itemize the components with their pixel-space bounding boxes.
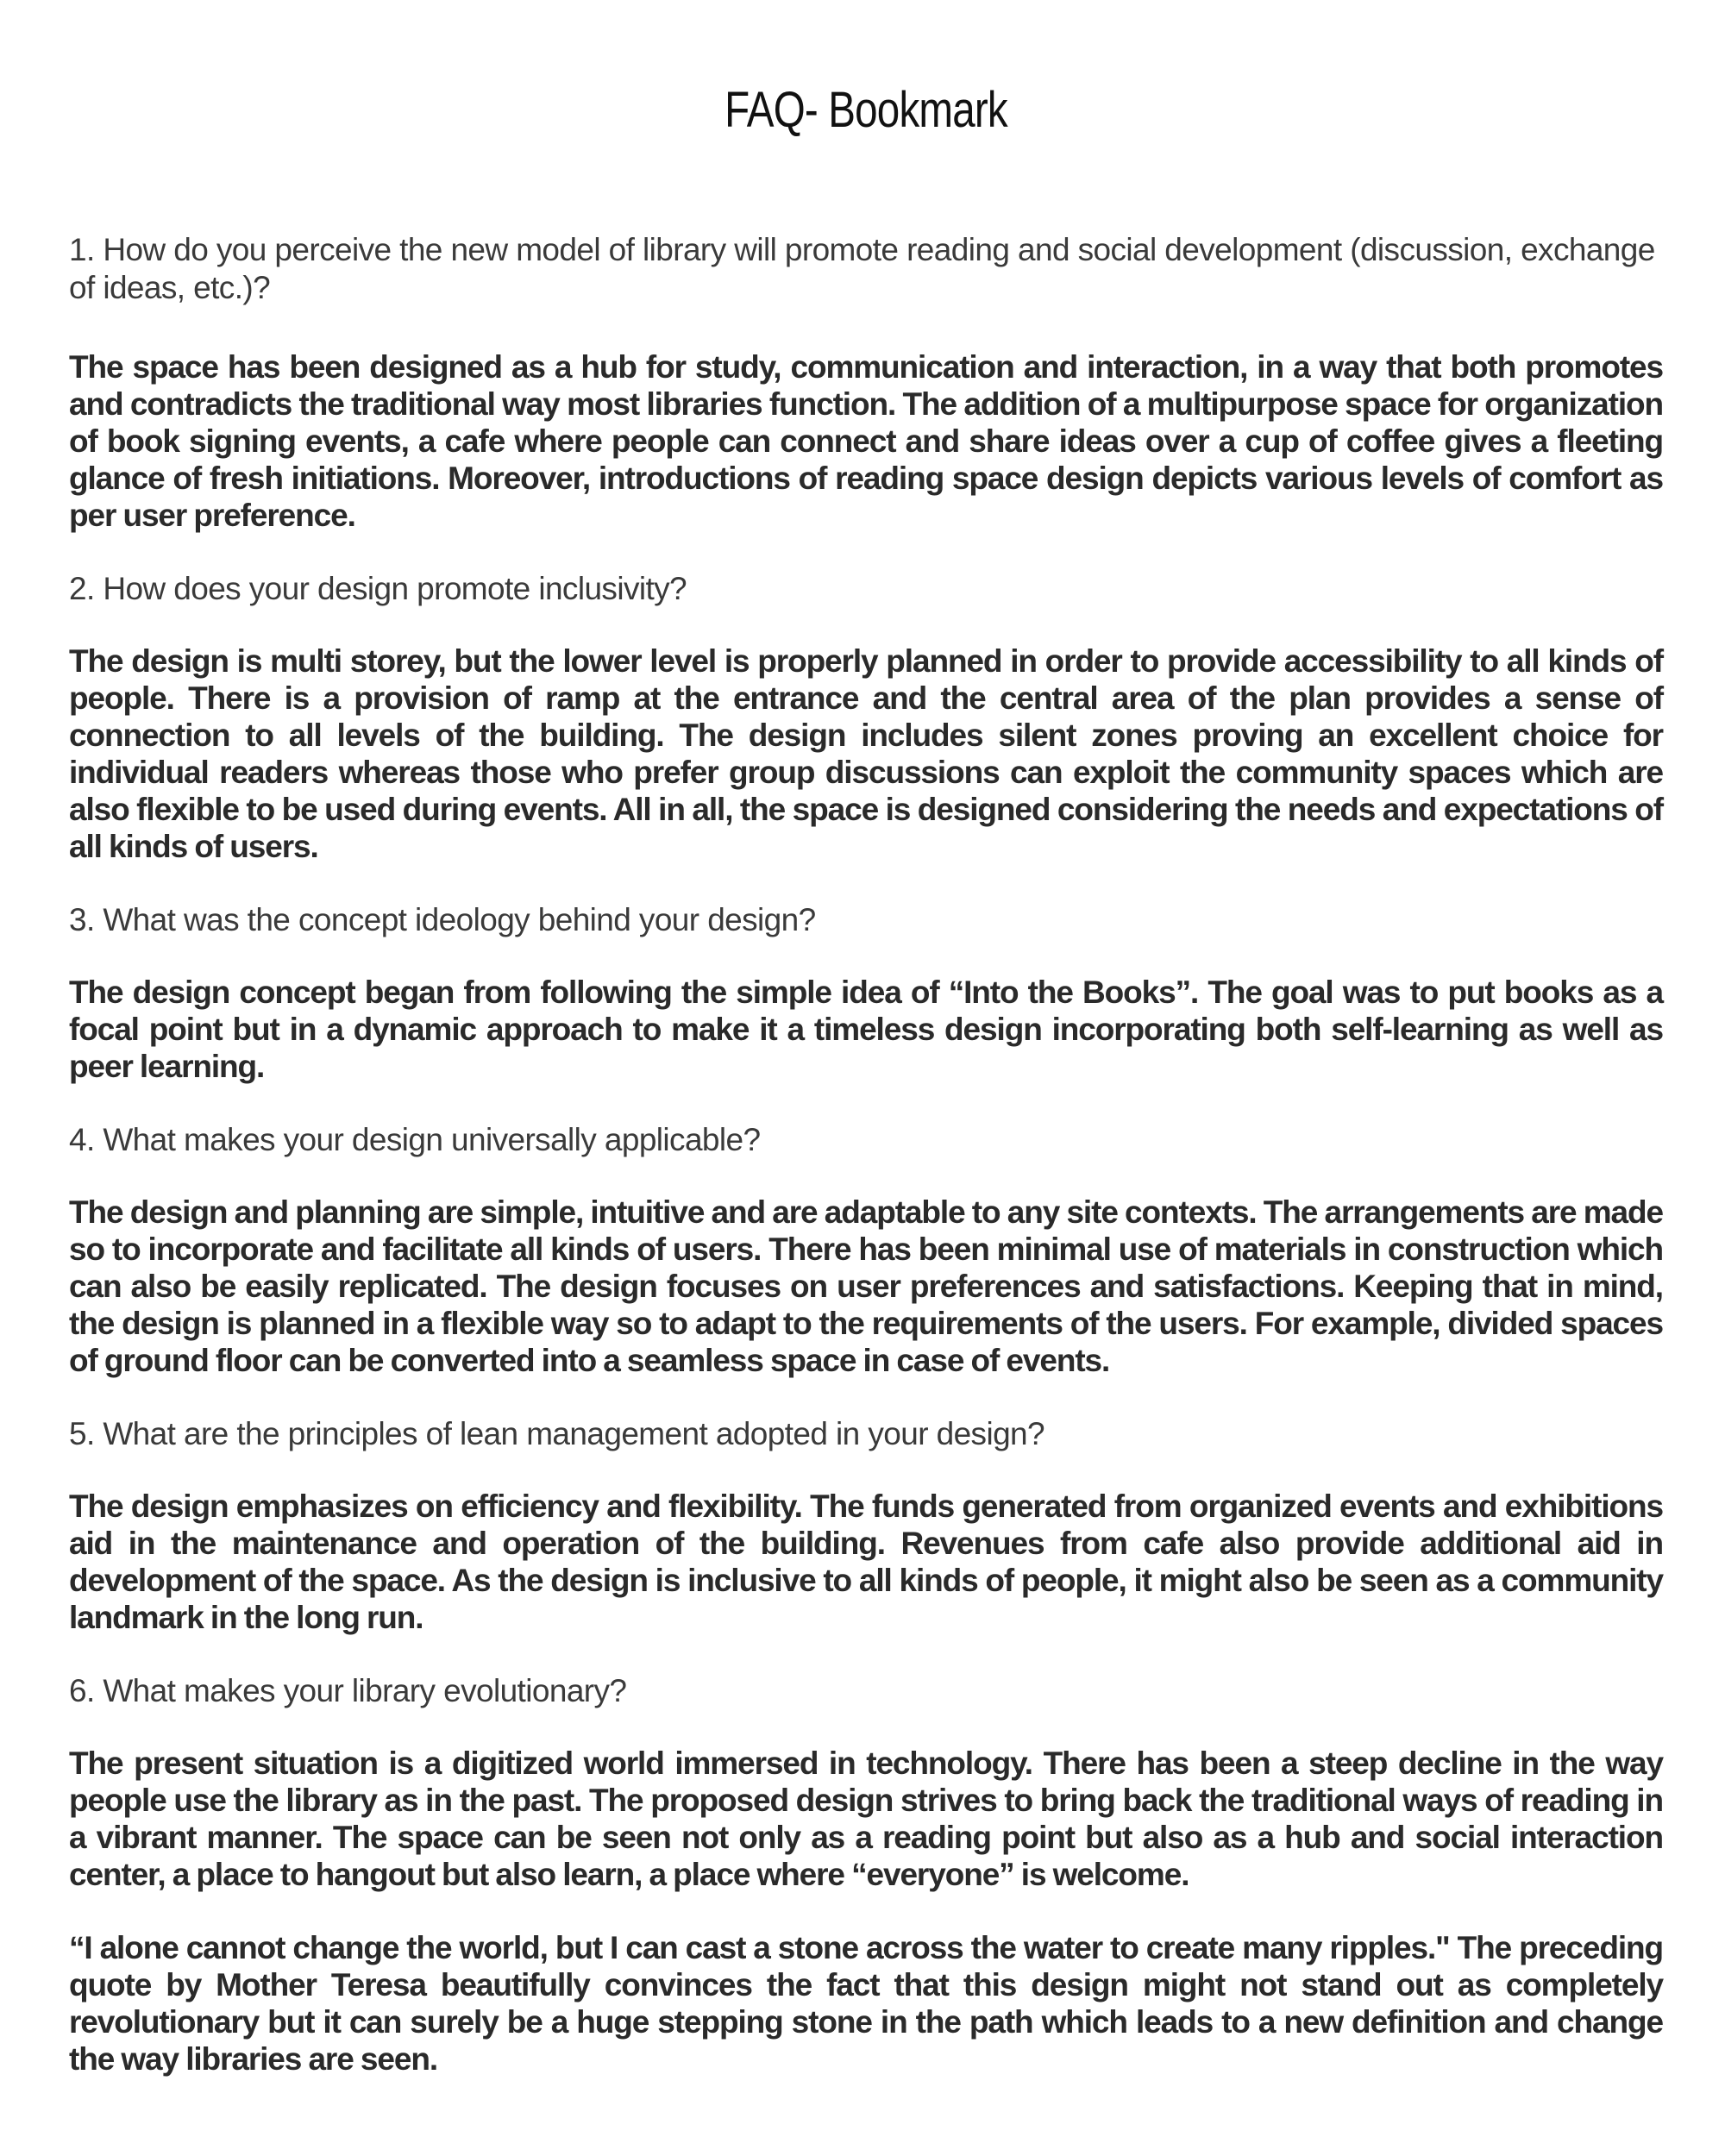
document-title: FAQ- Bookmark: [724, 82, 1007, 138]
faq-question-4: 4. What makes your design universally applicable?: [69, 1122, 761, 1157]
faq-question-3: 3. What was the concept ideology behind your design?: [69, 902, 816, 937]
faq-list: [69, 231, 1663, 2114]
faq-answer-3: The design concept began from following the simple idea of “Into the Books”. The goal was to put books as a focal point but in a dynamic approach to make it a timeless design incorporating both self-learning as well as peer learning.: [69, 975, 1663, 1084]
faq-answer-1: The space has been designed as a hub for study, communication and interaction, in a way that both promotes and contradicts the traditional way most libraries function. The addition of a multipurpose space for organization of book signing events, a cafe where people can connect and share ideas over a cup of coffee gives a fleeting glance of fresh initiations. Moreover, introductions of reading space design depicts various levels of comfort as per user preference.: [69, 349, 1663, 533]
closing-quote-paragraph: “I alone cannot change the world, but I can cast a stone across the water to create many ripples." The preceding quote by Mother Teresa beautifully convinces the fact that this design might not stand out as completely revolutionary but it can surely be a huge stepping stone in the path which leads to a new definition and change the way libraries are seen.: [69, 1930, 1663, 2077]
faq-answer-2: The design is multi storey, but the lower level is properly planned in order to provide accessibility to all kinds of people. There is a provision of ramp at the entrance and the central area of the plan provides a sense of connection to all levels of the building. The design includes silent zones proving an excellent choice for individual readers whereas those who prefer group discussions can exploit the community spaces which are also flexible to be used during events. All in all, the space is designed considering the needs and expectations of all kinds of users.: [69, 643, 1663, 864]
faq-answer-4: The design and planning are simple, intuitive and are adaptable to any site contexts. The arrangements are made so to incorporate and facilitate all kinds of users. There has been minimal use of materials in construction which can also be easily replicated. The design focuses on user preferences and satisfactions. Keeping that in mind, the design is planned in a flexible way so to adapt to the requirements of the users. For example, divided spaces of ground floor can be converted into a seamless space in case of events.: [69, 1194, 1663, 1378]
faq-question-5: 5. What are the principles of lean management adopted in your design?: [69, 1416, 1045, 1451]
faq-answer-5: The design emphasizes on efficiency and flexibility. The funds generated from organized events and exhibitions aid in the maintenance and operation of the building. Revenues from cafe also provide additional aid in development of the space. As the design is inclusive to all kinds of people, it might also be seen as a community landmark in the long run.: [69, 1489, 1663, 1635]
faq-question-6: 6. What makes your library evolutionary?: [69, 1673, 627, 1708]
faq-question-2: 2. How does your design promote inclusivity?: [69, 571, 687, 606]
faq-answer-6: The present situation is a digitized world immersed in technology. There has been a steep decline in the way people use the library as in the past. The proposed design strives to bring back the traditional ways of reading in a vibrant manner. The space can be seen not only as a reading point but also as a hub and social interaction center, a place to hangout but also learn, a place where “everyone” is welcome.: [69, 1745, 1663, 1892]
faq-question-1: 1. How do you perceive the new model of library will promote reading and social development (discussion, exchange of ideas, etc.)?: [69, 232, 1655, 305]
